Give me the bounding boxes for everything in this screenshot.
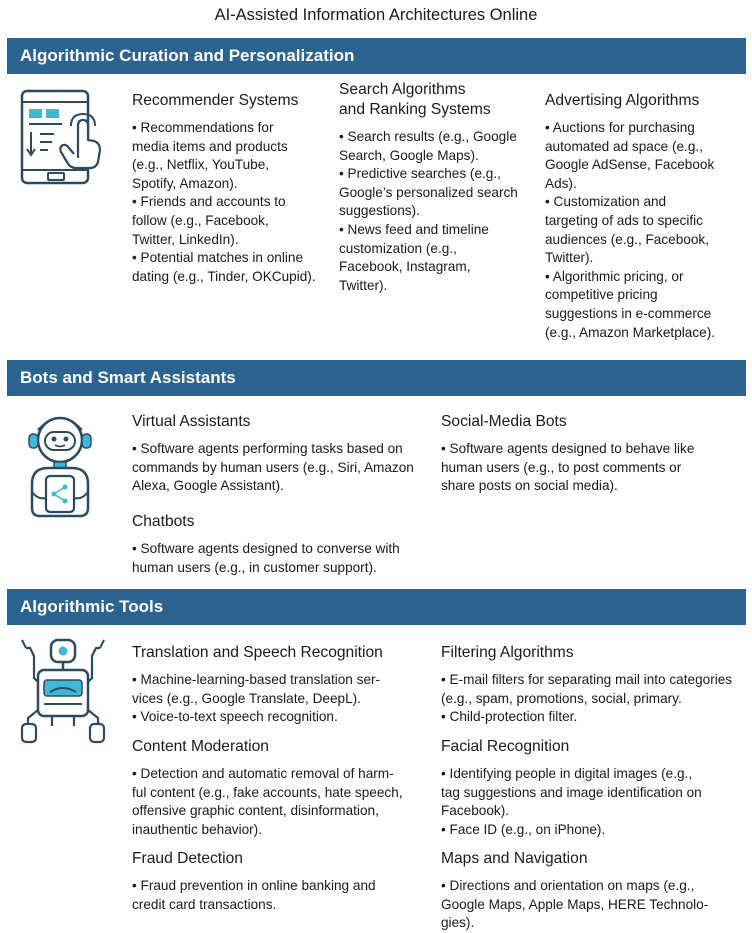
bullet-item: • Predictive searches (e.g., Google’s personalized search suggestions).	[339, 166, 518, 219]
bullet-item: • Voice-to-text speech recognition.	[132, 709, 338, 725]
subsection-title: Maps and Navigation	[441, 850, 588, 867]
column-fraud-detection	[132, 849, 432, 914]
robot-tool-icon	[18, 636, 108, 748]
subsection-title: Social-Media Bots	[441, 413, 567, 430]
subsection-title: Advertising Algorithms	[545, 92, 700, 109]
column-content-moderation	[132, 737, 432, 839]
column-filtering-algorithms	[441, 643, 749, 727]
section-heading-curation: Algorithmic Curation and Personalization	[7, 38, 746, 74]
bullet-item: • Fraud prevention in online banking and credit card transactions.	[132, 878, 376, 912]
subsection-title: Translation and Speech Recognition	[132, 644, 383, 661]
column-advertising-algorithms	[545, 91, 745, 342]
subsection-title: Chatbots	[132, 513, 195, 530]
section-heading-bots: Bots and Smart Assistants	[7, 360, 746, 396]
bullet-item: • Identifying people in digital images (e.g., tag suggestions and image identification on Facebook).	[441, 766, 702, 819]
column-recommender-systems	[132, 91, 327, 286]
column-maps-navigation	[441, 849, 741, 933]
column-search-algorithms	[339, 80, 539, 295]
page-title: AI-Assisted Information Architectures Online	[214, 6, 538, 24]
column-social-media-bots	[441, 412, 741, 496]
subsection-title: Recommender Systems	[132, 92, 299, 109]
subsection-title: Fraud Detection	[132, 850, 243, 867]
tablet-hand-icon	[18, 88, 102, 186]
bullet-item: • Machine-learning-based translation ser- vices (e.g., Google Translate, DeepL).	[132, 672, 381, 706]
bullet-item: • Directions and orientation on maps (e.g., Google Maps, Apple Maps, HERE Technolo- gies).	[441, 878, 709, 931]
bullet-item: • Software agents designed to converse with human users (e.g., in customer support).	[132, 541, 400, 575]
column-facial-recognition	[441, 737, 741, 839]
column-chatbots	[132, 512, 422, 577]
column-translation-speech	[132, 643, 432, 727]
bullet-item: • News feed and timeline customization (e.g., Facebook, Instagram, Twitter).	[339, 221, 489, 293]
bullet-item: • Search results (e.g., Google Search, Google Maps).	[339, 129, 517, 163]
column-virtual-assistants	[132, 412, 422, 496]
bullet-item: • Customization and targeting of ads to specific audiences (e.g., Facebook, Twitter).	[545, 194, 709, 266]
bullet-item: • Potential matches in online dating (e.g., Tinder, OKCupid).	[132, 250, 316, 284]
section-heading-tools: Algorithmic Tools	[7, 589, 746, 625]
bullet-item: • Detection and automatic removal of harm- ful content (e.g., fake accounts, hate speech, offensive graphic content, disinformation, inauthentic behavior).	[132, 766, 403, 837]
bullet-item: • Child-protection filter.	[441, 709, 578, 725]
bullet-item: • Auctions for purchasing automated ad space (e.g., Google AdSense, Facebook Ads).	[545, 120, 715, 191]
bullet-item: • Face ID (e.g., on iPhone).	[441, 821, 606, 837]
subsection-title: Content Moderation	[132, 738, 269, 755]
bullet-item: • Algorithmic pricing, or competitive pricing suggestions in e-commerce (e.g., Amazon Marketplace).	[545, 268, 715, 340]
robot-assistant-icon	[18, 412, 102, 524]
bullet-item: • Software agents performing tasks based on commands by human users (e.g., Siri, Amazon Alexa, Google Assistant).	[132, 441, 414, 494]
bullet-item: • Recommendations for media items and products (e.g., Netflix, YouTube, Spotify, Amazon).	[132, 120, 288, 191]
subsection-title: Search Algorithms and Ranking Systems	[339, 81, 491, 118]
subsection-title: Facial Recognition	[441, 738, 570, 755]
bullet-item: • Software agents designed to behave like human users (e.g., to post comments or share posts on social media).	[441, 441, 695, 494]
subsection-title: Filtering Algorithms	[441, 644, 574, 661]
bullet-item: • E-mail filters for separating mail into categories (e.g., spam, promotions, social, primary.	[441, 672, 733, 706]
bullet-item: • Friends and accounts to follow (e.g., Facebook, Twitter, LinkedIn).	[132, 194, 286, 247]
subsection-title: Virtual Assistants	[132, 413, 251, 430]
